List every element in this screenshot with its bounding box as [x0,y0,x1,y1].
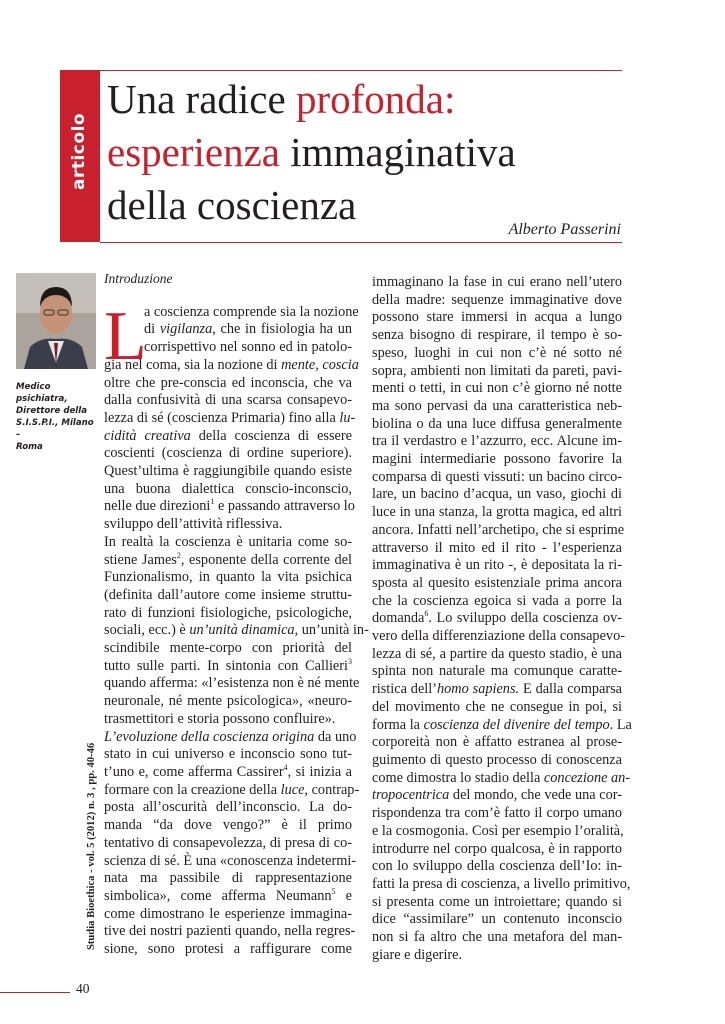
text-line: nata ma passibile di rappresentazione [104,870,352,887]
drop-cap: L [104,298,147,375]
text-line: con lo sviluppo della coscienza dell’Io: in- [372,858,622,875]
column-right [372,274,632,964]
text-line: formare con la creazione della luce, contrap- [104,781,360,798]
article-label: articolo [69,112,89,190]
text-line: scienza di sé. È una «conoscenza indetermi- [104,852,357,869]
text-line: stato in cui universo e inconscio sono tut- [104,746,352,763]
text-line: tutto sulle parti. In sintonia con Callieri$^3$ [104,657,352,674]
text-line: del movimento che ne consegue in poi, si [372,698,622,715]
author-name: Alberto Passerini [508,221,621,238]
text-line: guimento di questo processo di conoscenza [372,751,622,768]
text-line: a coscienza comprende sia la nozione [144,303,359,320]
text-line: domanda$^6$. Lo sviluppo della coscienza ov- [372,609,622,627]
text-line: neuronale, né mente psicologica», «neuro- [104,693,352,710]
text-line: ristica dell’homo sapiens. E dalla comparsa [372,681,622,698]
text-line: fatti la presa di coscienza, a livello primitivo, [372,875,631,892]
text-line: corrispettivo nel sonno ed in patolo- [144,339,352,356]
text-line: posta all’oscurità dell’inconscio. La do- [104,799,352,816]
text-line: sociali, ecc.) è un’unità dinamica, un’unità in- [104,622,369,639]
text-line: simbolica», come afferma Neumann$^5$ e [104,887,352,904]
author-caption: Medico psichiatra, Direttore della S.I.S.P.I., Milano – Roma [16,382,94,452]
text-line: stiene James$^2$, esponente della corrente del [104,550,352,568]
text-line: (definita dall’autore come insieme struttu- [104,586,352,603]
text-line: tra il verdastro e l’azzurro, ecc. Alcune im- [372,433,622,450]
text-line: vero della differenziazione della consapevo- [372,628,625,645]
text-line: rato di funzioni fisiologiche, psicologiche, [104,604,352,621]
text-line: scindibile mente-corpo con priorità del [104,640,352,657]
text-line: che la coscienza egoica si vada a porre la [372,592,622,609]
text-line: manda “da dove vengo?” è il primo [104,817,352,834]
text-line: lezza di sé (coscienza Primaria) fino alla lu- [104,409,356,426]
text-line: rispondenza tra com’è fatto il corpo umano [372,805,622,822]
text-line: sposta al quesito esistenziale prima ancora [372,574,622,591]
text-line: dice “assimilare” un contenuto inconscio [372,911,622,928]
text-line: giare e digerire. [372,946,463,963]
text-line: nelle due direzioni$^1$ e passando attraverso lo [104,497,355,515]
text-line: Funzionalismo, in quanto la vita psichica [104,569,352,586]
text-line: Quest’ultima è raggiungibile quando esiste [104,463,352,480]
text-line: una buona dialettica conscio-inconscio, [104,480,352,497]
text-line: di vigilanza, che in fisiologia ha un [144,321,352,338]
text-line: dalla confusività di una scarsa consapevo- [104,392,352,409]
text-line: t’uno e, come afferma Cassirer$^4$, si inizia a [104,763,353,780]
text-line: trasmettitori e storia possono confluire». [104,710,336,727]
title-rule-top [100,70,622,71]
text-line: introdurre nel corpo qualcosa, è in rapporto [372,840,622,857]
text-line: corporeità non è affatto estranea al prose- [372,734,622,751]
text-line: possono stare immersi in acqua a lungo [372,309,622,326]
column-left [104,270,369,959]
text-line: coscienti (coscienza di ordine superiore). [104,445,352,462]
text-line: tive dei nostri pazienti quando, nella regres- [104,923,356,940]
text-line: gia nel coma, sia la nozione di mente, coscia [104,356,359,373]
text-line: spinta non naturale ma comunque caratte- [372,663,622,680]
text-line: non si fa altro che una metafora del man- [372,929,622,946]
text-line: e la cosmogonia. Così per esempio l’oralità, [372,822,624,839]
text-line: come dimostra lo stadio della concezione an- [372,769,631,786]
text-line: ancora. Infatti nell’archetipo, che si esprime [372,521,625,538]
text-line: tropocentrica del mondo, che vede una cor- [372,787,622,804]
text-line: tentativo di consapevolezza, di presa di co- [104,834,352,851]
text-line: lare, un bacino d’acqua, un vaso, giochi di [372,486,622,503]
text-line: magini intermediarie possono favorire la [372,451,622,468]
author-photo [16,273,96,369]
text-line: comparsa di questi vissuti: un bacino circo- [372,468,622,485]
text-line: lezza di sé, a partire da questo stadio, è una [372,645,622,662]
page-number: 40 [76,981,90,996]
text-line: quando afferma: «l’esistenza non è né mente [104,675,360,692]
text-line: immaginano la fase in cui erano nell’utero [372,274,622,290]
section-heading: Introduzione [104,271,173,286]
journal-footer: Studia Bioethica - vol. 5 (2012) n. 3 , pp. 40-46 [86,742,97,950]
text-line: menti o tetti, in cui non c’è giorno né notte [372,380,622,397]
footer-rule [0,992,70,993]
text-line: senza bisogno di respirare, il tempo è so- [372,327,622,344]
page-title: Una radice profonda: esperienza immaginativa della coscienza [107,76,516,228]
text-line: In realtà la coscienza è unitaria come so- [104,533,352,550]
text-line: della madre: sequenze immaginative dove [372,291,622,308]
text-line: speso, luoghi in cui non c’è né sotto né [372,344,622,361]
text-line: sione, sono protesi a raffigurare come [104,941,352,958]
text-line: oltre che pre-conscia ed inconscia, che va [104,374,352,391]
text-line: sopra, ambienti non limitati da pareti, pavi- [372,362,622,379]
text-line: cidità creativa della coscienza di essere [104,427,352,444]
text-line: si presenta come un introiettare; quando si [372,893,622,910]
text-line: biolina o da una luce diffusa generalmente [372,415,622,432]
text-line: ma sono pervasi da una caratteristica neb- [372,397,622,414]
text-line: forma la coscienza del divenire del tempo. La [372,716,632,733]
text-line: sviluppo dell’attività riflessiva. [104,516,283,533]
text-line: L’evoluzione della coscienza origina da uno [104,728,357,745]
text-line: luce in una stanza, la grotta magica, ed altri [372,504,622,521]
text-line: attraverso il mito ed il rito - l’esperienza [372,539,622,556]
title-rule-bottom [100,242,622,243]
text-line: come dimostrano le esperienze immagina- [104,905,352,922]
text-line: immaginativa è un rito -, è depositata la ri- [372,557,622,574]
